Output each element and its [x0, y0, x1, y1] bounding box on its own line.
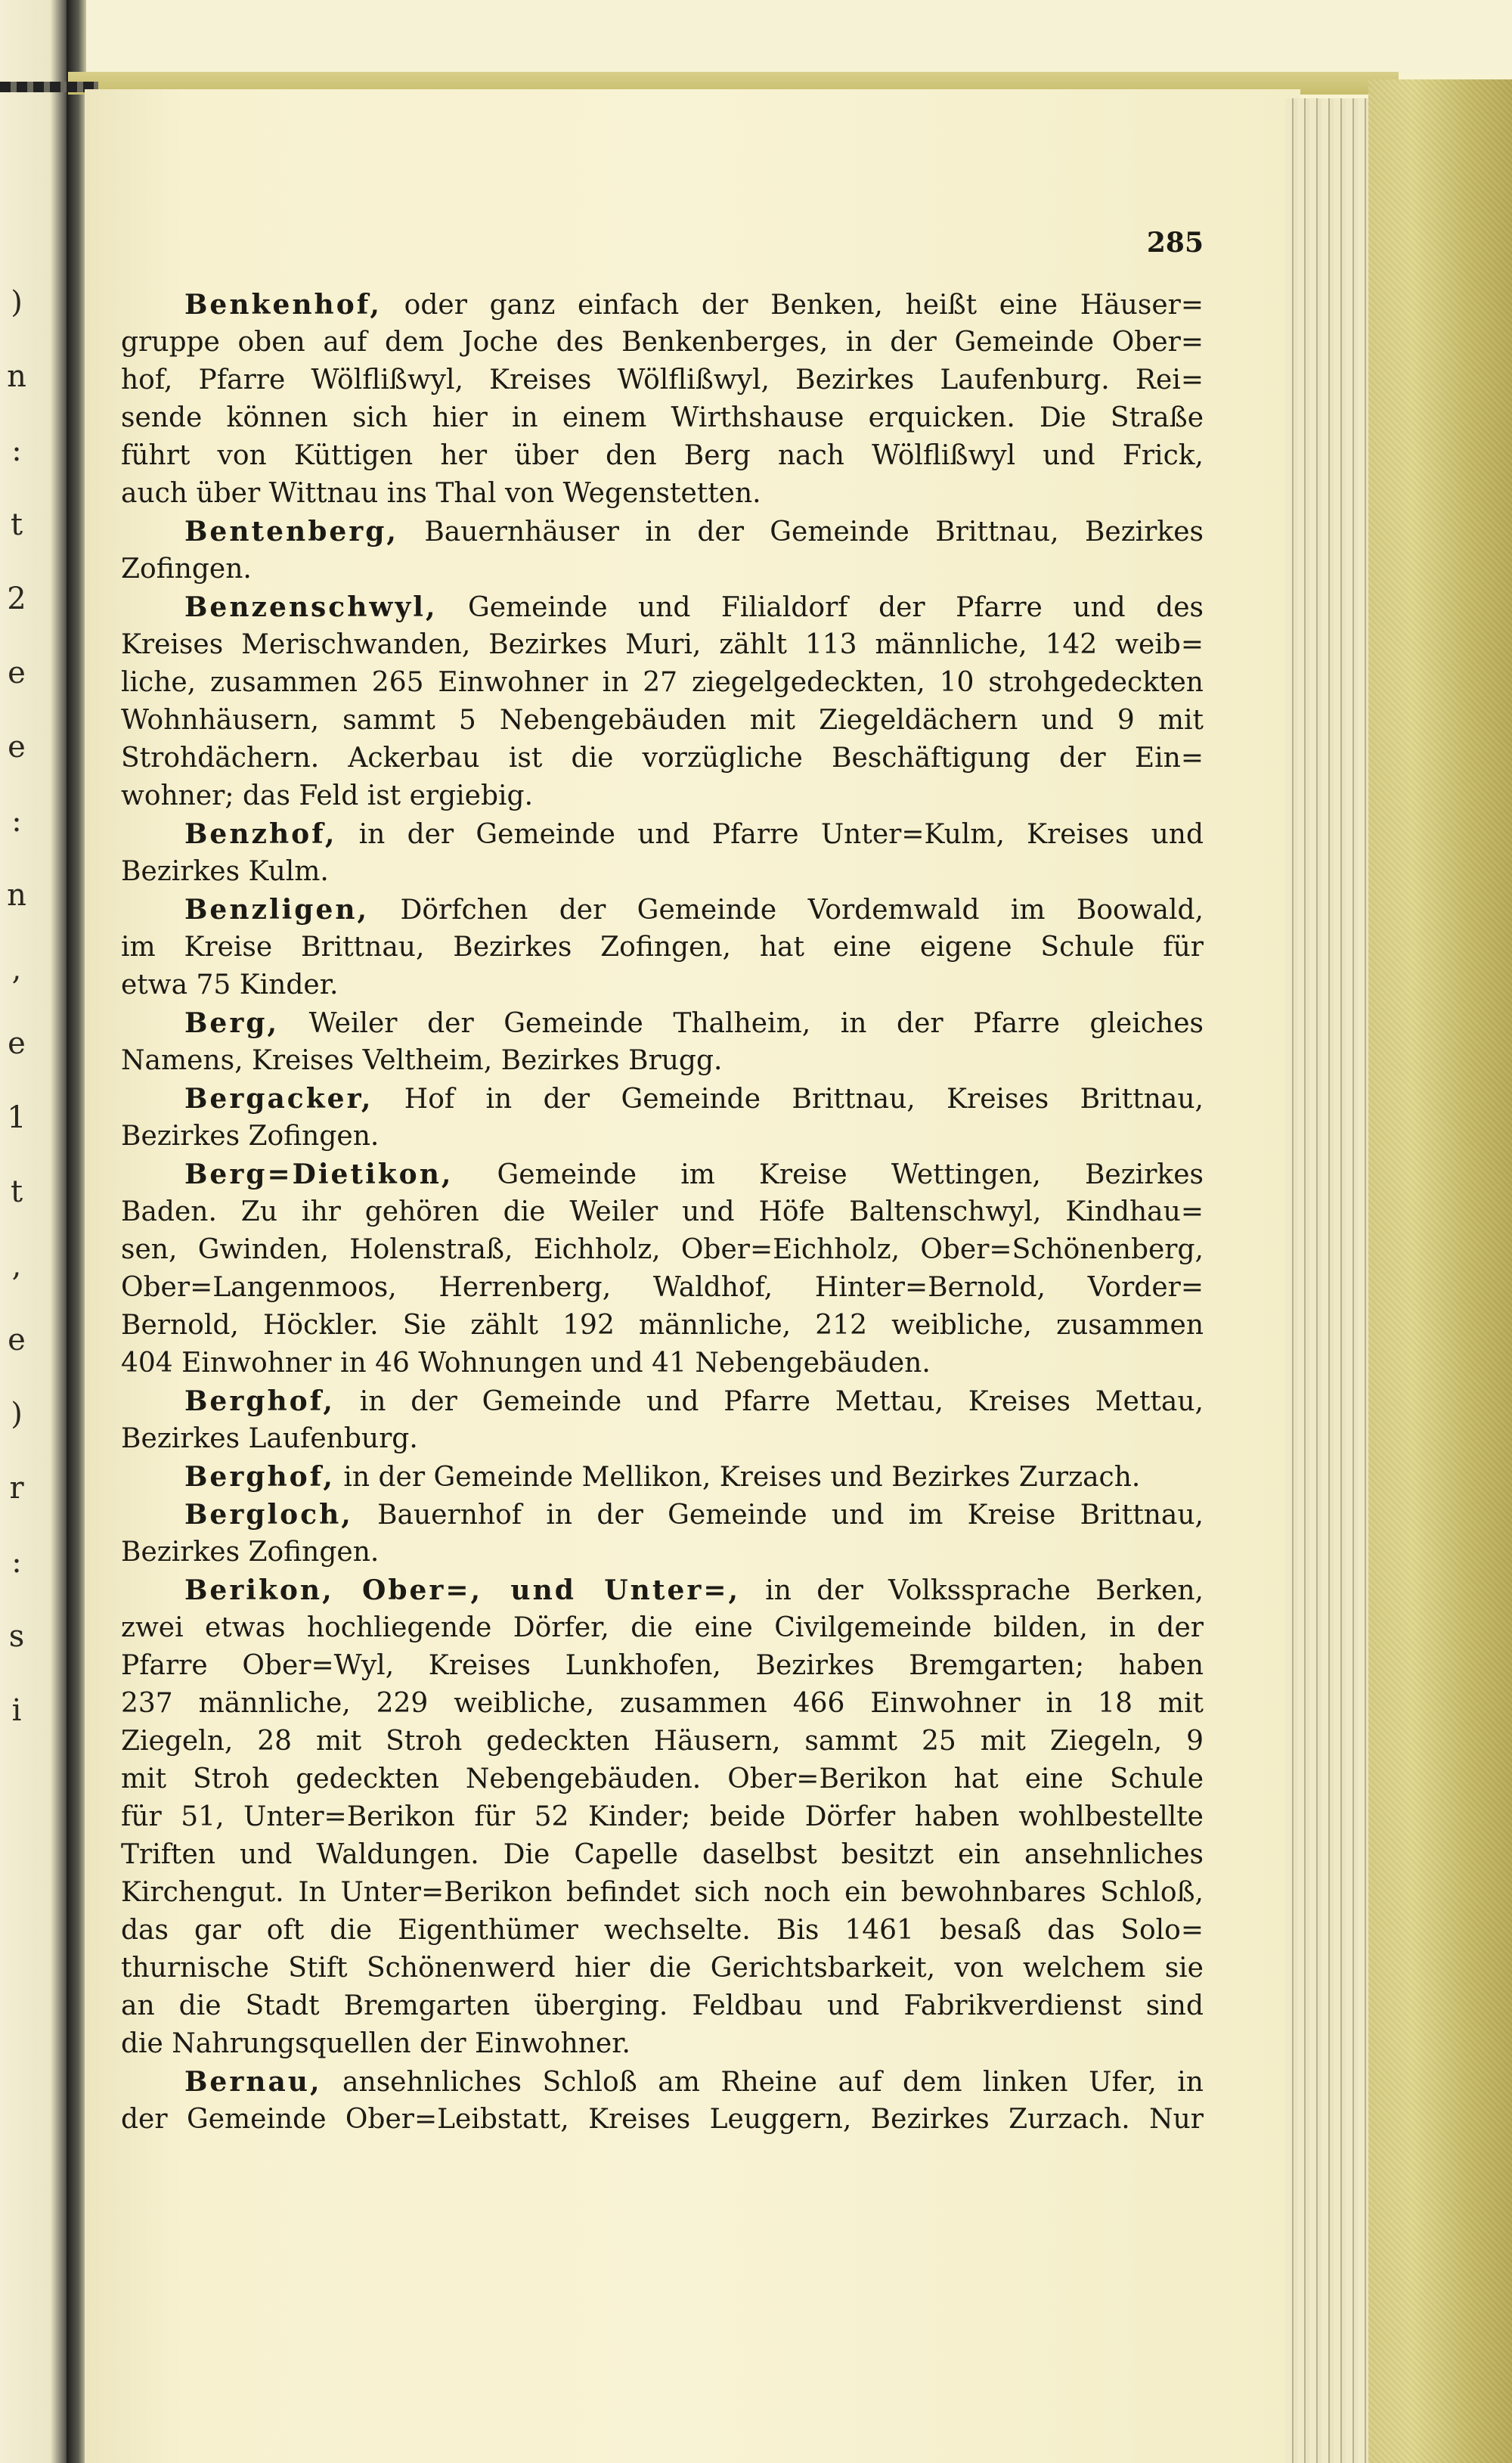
- entry-first-line: [121, 513, 1204, 551]
- line-text: der Gemeinde Ober=Leibstatt, Kreises Leuggern, Bezirkes Zurzach. Nur: [121, 2104, 1204, 2135]
- line-text: an die Stadt Bremgarten überging. Feldbau und Fabrikverdienst sind: [121, 1990, 1204, 2021]
- text-line: [121, 664, 1204, 702]
- entry-headword: Bentenberg,: [184, 516, 398, 548]
- left-page-letter: t: [10, 507, 23, 542]
- left-page-letter: 1: [7, 1100, 26, 1135]
- line-text: Dörfchen der Gemeinde Vordemwald im Boowald,: [369, 895, 1204, 926]
- entry-first-line: [121, 1382, 1204, 1420]
- entry: [121, 1004, 1204, 1080]
- line-text: Strohdächern. Ackerbau ist die vorzügliche Beschäftigung der Ein=: [121, 743, 1204, 774]
- line-text: Ziegeln, 28 mit Stroh gedeckten Häusern, sammt 25 mit Ziegeln, 9: [121, 1726, 1204, 1757]
- left-page-letter: i: [11, 1693, 22, 1728]
- entry: [121, 513, 1204, 588]
- entry-first-line: [121, 588, 1204, 626]
- text-line: [121, 475, 1204, 513]
- text-line: [121, 1685, 1204, 1723]
- entry-first-line: [121, 1458, 1204, 1496]
- entry: [121, 1571, 1204, 2063]
- left-page-letter: ,: [11, 952, 22, 987]
- line-text: Gemeinde und Filialdorf der Pfarre und des: [437, 592, 1204, 623]
- text-line: [121, 437, 1204, 475]
- line-text: in der Volkssprache Berken,: [740, 1575, 1204, 1606]
- entry-first-line: [121, 1156, 1204, 1193]
- left-page-letter: e: [8, 656, 26, 690]
- text-line: [121, 1609, 1204, 1647]
- line-text: Triften und Waldungen. Die Capelle daselbst besitzt ein ansehnliches: [121, 1839, 1204, 1870]
- text-line: [121, 777, 1204, 815]
- line-text: Gemeinde im Kreise Wettingen, Bezirkes: [453, 1159, 1204, 1190]
- entry-headword: Berg,: [184, 1007, 280, 1039]
- binding-band: [0, 82, 98, 92]
- line-text: 237 männliche, 229 weibliche, zusammen 466 Einwohner in 18 mit: [121, 1688, 1204, 1719]
- entry-headword: Berghof,: [184, 1385, 335, 1417]
- entry: [121, 588, 1204, 815]
- text-line: [121, 702, 1204, 740]
- text-line: [121, 1950, 1204, 1987]
- text-line: [121, 1874, 1204, 1912]
- entry: [121, 1458, 1204, 1496]
- left-page-letter: e: [8, 1323, 26, 1357]
- text-line: [121, 1647, 1204, 1685]
- page-number: 285: [1146, 227, 1204, 259]
- entry-headword: Benzhof,: [184, 818, 337, 850]
- line-text: Hof in der Gemeinde Brittnau, Kreises Brittnau,: [373, 1084, 1204, 1115]
- entry: [121, 891, 1204, 1004]
- text-line: [121, 1269, 1204, 1307]
- line-text: oder ganz einfach der Benken, heißt eine Häuser=: [381, 290, 1204, 321]
- entry-headword: Benzenschwyl,: [184, 591, 438, 623]
- line-text: Baden. Zu ihr gehören die Weiler und Höfe Baltenschwyl, Kindhau=: [121, 1196, 1204, 1227]
- line-text: das gar oft die Eigenthümer wechselte. Bis 1461 besaß das Solo=: [121, 1915, 1204, 1946]
- text-line: [121, 1231, 1204, 1269]
- left-page-letter: ,: [11, 1249, 22, 1283]
- left-page-strip: [0, 0, 72, 2463]
- line-text: 404 Einwohner in 46 Wohnungen und 41 Nebengebäuden.: [121, 1348, 931, 1379]
- entry-first-line: [121, 1571, 1204, 1609]
- entry: [121, 286, 1204, 513]
- line-text: Namens, Kreises Veltheim, Bezirkes Brugg.: [121, 1045, 723, 1076]
- left-page-letter: :: [11, 1545, 22, 1580]
- text-line: [121, 1307, 1204, 1345]
- entry-first-line: [121, 891, 1204, 929]
- line-text: Bezirkes Laufenburg.: [121, 1423, 418, 1454]
- line-text: Ober=Langenmoos, Herrenberg, Waldhof, Hinter=Bernold, Vorder=: [121, 1272, 1204, 1303]
- line-text: mit Stroh gedeckten Nebengebäuden. Ober=Berikon hat eine Schule: [121, 1763, 1204, 1795]
- entry-headword: Benkenhof,: [184, 289, 382, 321]
- left-page-letter: e: [8, 1026, 26, 1061]
- line-text: Bauernhäuser in der Gemeinde Brittnau, Bezirkes: [398, 516, 1204, 548]
- left-page-letter: s: [8, 1619, 25, 1654]
- text-line: [121, 1836, 1204, 1874]
- line-text: Bauernhof in der Gemeinde und im Kreise Brittnau,: [352, 1500, 1204, 1531]
- line-text: liche, zusammen 265 Einwohner in 27 ziegelgedeckten, 10 strohgedeckten: [121, 667, 1204, 698]
- entry: [121, 1382, 1204, 1458]
- line-text: gruppe oben auf dem Joche des Benkenberges, in der Gemeinde Ober=: [121, 327, 1204, 358]
- text-line: [121, 1042, 1204, 1080]
- text-line: [121, 1193, 1204, 1231]
- text-line: [121, 1345, 1204, 1382]
- text-line: [121, 853, 1204, 891]
- text-line: [121, 740, 1204, 777]
- line-text: thurnische Stift Schönenwerd hier die Gerichtsbarkeit, von welchem sie: [121, 1953, 1204, 1984]
- line-text: Bezirkes Zofingen.: [121, 1537, 380, 1568]
- text-line: [121, 1912, 1204, 1950]
- entry-headword: Bergacker,: [184, 1083, 373, 1115]
- text-line: [121, 1723, 1204, 1760]
- text-line: [121, 324, 1204, 361]
- line-text: in der Gemeinde und Pfarre Mettau, Kreises Mettau,: [334, 1386, 1204, 1417]
- entry-first-line: [121, 1496, 1204, 1534]
- line-text: Pfarre Ober=Wyl, Kreises Lunkhofen, Bezirkes Bremgarten; haben: [121, 1650, 1204, 1681]
- text-line: [121, 551, 1204, 588]
- line-text: Bezirkes Kulm.: [121, 856, 329, 887]
- text-line: [121, 2101, 1204, 2139]
- line-text: Weiler der Gemeinde Thalheim, in der Pfarre gleiches: [279, 1008, 1204, 1039]
- entry: [121, 1080, 1204, 1156]
- entry-first-line: [121, 1080, 1204, 1118]
- left-page-letter: ): [11, 1397, 23, 1432]
- entry: [121, 1156, 1204, 1382]
- line-text: etwa 75 Kinder.: [121, 969, 339, 1000]
- line-text: Bernold, Höckler. Sie zählt 192 männliche, 212 weibliche, zusammen: [121, 1310, 1204, 1341]
- text-line: [121, 361, 1204, 399]
- left-page-letter: ): [11, 285, 23, 320]
- left-page-letter: e: [8, 730, 26, 765]
- scan-background: [0, 0, 1512, 74]
- line-text: Kirchengut. In Unter=Berikon befindet sich noch ein bewohnbares Schloß,: [121, 1877, 1204, 1908]
- text-line: [121, 1534, 1204, 1571]
- text-line: [121, 2025, 1204, 2063]
- cover-texture: [1368, 79, 1512, 2463]
- entry-headword: Benzligen,: [184, 894, 370, 926]
- line-text: Bezirkes Zofingen.: [121, 1121, 380, 1152]
- gazetteer-text: [121, 286, 1204, 2139]
- left-page-letter: r: [9, 1471, 24, 1506]
- entry-headword: Bernau,: [184, 2066, 322, 2098]
- page-edges: [1285, 98, 1376, 2463]
- line-text: sende können sich hier in einem Wirthshause erquicken. Die Straße: [121, 402, 1204, 433]
- text-line: [121, 399, 1204, 437]
- line-text: Zofingen.: [121, 554, 252, 585]
- book-gutter: [67, 0, 86, 2463]
- text-line: [121, 1798, 1204, 1836]
- left-page-letter: :: [11, 433, 22, 468]
- entry-first-line: [121, 2063, 1204, 2101]
- text-line: [121, 1760, 1204, 1798]
- entry: [121, 2063, 1204, 2139]
- line-text: in der Gemeinde Mellikon, Kreises und Bezirkes Zurzach.: [334, 1462, 1141, 1493]
- line-text: die Nahrungsquellen der Einwohner.: [121, 2028, 631, 2059]
- line-text: in der Gemeinde und Pfarre Unter=Kulm, Kreises und: [336, 819, 1204, 850]
- line-text: führt von Küttigen her über den Berg nach Wölflißwyl und Frick,: [121, 440, 1204, 471]
- entry: [121, 815, 1204, 891]
- line-text: ansehnliches Schloß am Rheine auf dem linken Ufer, in: [321, 2067, 1204, 2098]
- line-text: Wohnhäusern, sammt 5 Nebengebäuden mit Ziegeldächern und 9 mit: [121, 705, 1204, 736]
- entry: [121, 1496, 1204, 1571]
- line-text: zwei etwas hochliegende Dörfer, die eine Civilgemeinde bilden, in der: [121, 1612, 1204, 1643]
- text-line: [121, 1987, 1204, 2025]
- line-text: wohner; das Feld ist ergiebig.: [121, 780, 534, 811]
- entry-headword: Berghof,: [184, 1461, 335, 1493]
- left-page-letter: n: [7, 878, 26, 913]
- text-line: [121, 966, 1204, 1004]
- entry-first-line: [121, 286, 1204, 324]
- left-page-letter: 2: [7, 582, 26, 616]
- entry-first-line: [121, 815, 1204, 853]
- line-text: Kreises Merischwanden, Bezirkes Muri, zählt 113 männliche, 142 weib=: [121, 629, 1204, 660]
- text-line: [121, 929, 1204, 966]
- left-page-letter: :: [11, 804, 22, 839]
- line-text: sen, Gwinden, Holenstraß, Eichholz, Ober=Eichholz, Ober=Schönenberg,: [121, 1234, 1204, 1265]
- text-line: [121, 626, 1204, 664]
- left-page-letter: t: [10, 1174, 23, 1209]
- line-text: für 51, Unter=Berikon für 52 Kinder; beide Dörfer haben wohlbestellte: [121, 1801, 1204, 1832]
- line-text: hof, Pfarre Wölflißwyl, Kreises Wölflißwyl, Bezirkes Laufenburg. Rei=: [121, 364, 1204, 396]
- text-line: [121, 1118, 1204, 1156]
- line-text: im Kreise Brittnau, Bezirkes Zofingen, hat eine eigene Schule für: [121, 932, 1204, 963]
- entry-first-line: [121, 1004, 1204, 1042]
- entry-headword: Berg=Dietikon,: [184, 1159, 454, 1190]
- text-line: [121, 1420, 1204, 1458]
- entry-headword: Bergloch,: [184, 1499, 353, 1531]
- line-text: auch über Wittnau ins Thal von Wegenstetten.: [121, 478, 761, 509]
- left-page-letter: n: [7, 359, 26, 394]
- entry-headword: Berikon, Ober=, und Unter=,: [184, 1574, 741, 1606]
